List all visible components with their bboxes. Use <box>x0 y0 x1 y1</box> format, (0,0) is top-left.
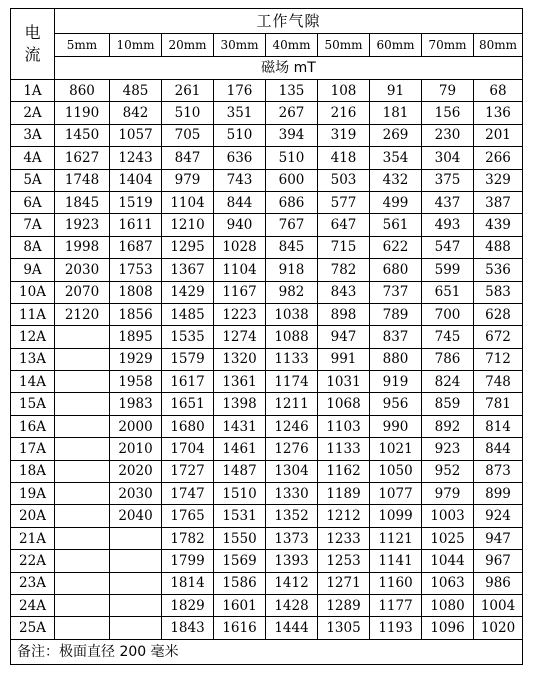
field-value-cell: 991 <box>318 348 370 370</box>
field-value-cell: 1189 <box>318 483 370 505</box>
field-value-cell: 1103 <box>318 415 370 437</box>
field-value-cell <box>55 393 110 415</box>
field-value-cell: 844 <box>214 191 266 213</box>
field-value-cell: 705 <box>162 124 214 146</box>
field-value-cell: 745 <box>422 326 474 348</box>
field-value-cell <box>55 617 110 639</box>
field-value-cell: 1704 <box>162 438 214 460</box>
field-value-cell: 2070 <box>55 281 110 303</box>
field-value-cell: 1895 <box>110 326 162 348</box>
field-value-cell <box>55 572 110 594</box>
table-row <box>11 102 523 124</box>
field-value-cell: 181 <box>370 102 422 124</box>
field-value-cell: 1782 <box>162 527 214 549</box>
table-row <box>11 527 523 549</box>
field-value-cell: 767 <box>266 214 318 236</box>
field-value-cell: 230 <box>422 124 474 146</box>
field-value-cell: 261 <box>162 80 214 102</box>
field-value-cell: 1450 <box>55 124 110 146</box>
field-value-cell: 1829 <box>162 594 214 616</box>
field-value-cell: 952 <box>422 460 474 482</box>
field-value-cell: 789 <box>370 303 422 325</box>
field-value-cell: 1177 <box>370 594 422 616</box>
field-value-cell: 2030 <box>110 483 162 505</box>
table-row <box>11 124 523 146</box>
current-cell: 1A <box>11 80 55 102</box>
field-value-cell: 1485 <box>162 303 214 325</box>
current-cell: 21A <box>11 527 55 549</box>
field-value-cell: 437 <box>422 191 474 213</box>
field-value-cell: 2010 <box>110 438 162 460</box>
field-value-cell: 1404 <box>110 169 162 191</box>
field-value-cell: 748 <box>474 371 523 393</box>
field-value-cell: 536 <box>474 259 523 281</box>
field-value-cell: 1680 <box>162 415 214 437</box>
field-value-cell: 91 <box>370 80 422 102</box>
field-value-cell: 924 <box>474 505 523 527</box>
working-gap-header: 工作气隙 <box>55 9 523 34</box>
field-value-cell <box>110 617 162 639</box>
field-value-cell: 1133 <box>318 438 370 460</box>
field-value-cell: 1601 <box>214 594 266 616</box>
table-row <box>11 505 523 527</box>
field-value-cell: 135 <box>266 80 318 102</box>
field-value-cell: 1843 <box>162 617 214 639</box>
field-value-cell: 844 <box>474 438 523 460</box>
field-value-cell: 1243 <box>110 147 162 169</box>
field-value-cell: 1212 <box>318 505 370 527</box>
table-row <box>11 169 523 191</box>
field-value-cell: 940 <box>214 214 266 236</box>
field-value-cell: 583 <box>474 281 523 303</box>
field-value-cell: 814 <box>474 415 523 437</box>
current-cell: 11A <box>11 303 55 325</box>
field-value-cell: 947 <box>318 326 370 348</box>
field-value-cell: 982 <box>266 281 318 303</box>
field-value-cell: 499 <box>370 191 422 213</box>
field-value-cell: 319 <box>318 124 370 146</box>
field-value-cell <box>110 550 162 572</box>
field-value-cell: 1929 <box>110 348 162 370</box>
table-row <box>11 147 523 169</box>
field-value-cell <box>55 505 110 527</box>
field-value-cell: 880 <box>370 348 422 370</box>
table-row <box>11 348 523 370</box>
current-cell: 5A <box>11 169 55 191</box>
field-value-cell: 1253 <box>318 550 370 572</box>
gap-header-cell: 20mm <box>162 34 214 57</box>
field-value-cell: 510 <box>266 147 318 169</box>
field-value-cell: 600 <box>266 169 318 191</box>
field-value-cell: 1104 <box>214 259 266 281</box>
field-value-cell: 351 <box>214 102 266 124</box>
current-header-bottom: 流 <box>24 45 41 64</box>
field-value-cell: 1044 <box>422 550 474 572</box>
field-value-cell: 1068 <box>318 393 370 415</box>
gap-header-cell: 30mm <box>214 34 266 57</box>
field-value-cell: 1038 <box>266 303 318 325</box>
field-value-cell: 201 <box>474 124 523 146</box>
field-value-cell: 651 <box>422 281 474 303</box>
field-value-cell: 1088 <box>266 326 318 348</box>
header-row-gap-title <box>11 9 523 34</box>
current-cell: 17A <box>11 438 55 460</box>
current-cell: 14A <box>11 371 55 393</box>
field-value-cell: 1958 <box>110 371 162 393</box>
field-value-cell: 824 <box>422 371 474 393</box>
field-value-cell: 918 <box>266 259 318 281</box>
field-value-cell: 919 <box>370 371 422 393</box>
field-value-cell: 510 <box>214 124 266 146</box>
current-cell: 3A <box>11 124 55 146</box>
field-value-cell: 628 <box>474 303 523 325</box>
current-cell: 10A <box>11 281 55 303</box>
field-value-cell: 488 <box>474 236 523 258</box>
field-value-cell: 700 <box>422 303 474 325</box>
field-value-cell: 547 <box>422 236 474 258</box>
field-value-cell: 1519 <box>110 191 162 213</box>
field-value-cell: 1096 <box>422 617 474 639</box>
field-value-cell: 1210 <box>162 214 214 236</box>
table-row <box>11 259 523 281</box>
field-value-cell: 1021 <box>370 438 422 460</box>
field-value-cell <box>55 550 110 572</box>
field-value-cell: 1651 <box>162 393 214 415</box>
table-row <box>11 303 523 325</box>
table-row <box>11 236 523 258</box>
table-row <box>11 281 523 303</box>
field-value-cell: 1289 <box>318 594 370 616</box>
field-value-cell <box>55 415 110 437</box>
field-value-cell: 108 <box>318 80 370 102</box>
field-value-cell: 418 <box>318 147 370 169</box>
field-value-cell: 1428 <box>266 594 318 616</box>
current-cell: 4A <box>11 147 55 169</box>
field-value-cell: 1367 <box>162 259 214 281</box>
field-value-cell <box>55 594 110 616</box>
field-value-cell: 892 <box>422 415 474 437</box>
field-value-cell: 1923 <box>55 214 110 236</box>
field-value-cell: 990 <box>370 415 422 437</box>
field-value-cell: 636 <box>214 147 266 169</box>
field-value-cell: 1627 <box>55 147 110 169</box>
field-value-cell: 216 <box>318 102 370 124</box>
field-value-cell: 1748 <box>55 169 110 191</box>
field-value-cell: 1983 <box>110 393 162 415</box>
current-cell: 13A <box>11 348 55 370</box>
field-value-cell: 715 <box>318 236 370 258</box>
field-value-cell: 493 <box>422 214 474 236</box>
field-value-cell: 842 <box>110 102 162 124</box>
field-value-cell: 1808 <box>110 281 162 303</box>
field-value-cell: 1998 <box>55 236 110 258</box>
table-row <box>11 617 523 639</box>
current-cell: 25A <box>11 617 55 639</box>
current-cell: 9A <box>11 259 55 281</box>
field-value-cell: 503 <box>318 169 370 191</box>
table-row <box>11 191 523 213</box>
field-value-cell: 1271 <box>318 572 370 594</box>
field-value-cell: 873 <box>474 460 523 482</box>
field-value-cell <box>110 594 162 616</box>
table-row <box>11 371 523 393</box>
field-value-cell: 1487 <box>214 460 266 482</box>
field-value-cell: 375 <box>422 169 474 191</box>
field-value-cell: 1193 <box>370 617 422 639</box>
field-value-cell: 1162 <box>318 460 370 482</box>
field-value-cell: 561 <box>370 214 422 236</box>
note-row <box>11 639 523 664</box>
field-value-cell: 1141 <box>370 550 422 572</box>
field-value-cell: 1246 <box>266 415 318 437</box>
field-value-cell: 387 <box>474 191 523 213</box>
gap-header-cell: 40mm <box>266 34 318 57</box>
field-value-cell <box>55 460 110 482</box>
field-value-cell: 843 <box>318 281 370 303</box>
field-value-cell: 156 <box>422 102 474 124</box>
field-value-cell: 1330 <box>266 483 318 505</box>
field-value-cell: 1799 <box>162 550 214 572</box>
field-value-cell <box>110 527 162 549</box>
field-value-cell: 79 <box>422 80 474 102</box>
field-value-cell: 1845 <box>55 191 110 213</box>
field-value-cell: 354 <box>370 147 422 169</box>
document-page <box>10 8 523 665</box>
field-value-cell: 986 <box>474 572 523 594</box>
gap-header-cell: 80mm <box>474 34 523 57</box>
note-text: 备注：极面直径 200 毫米 <box>11 639 523 664</box>
field-value-cell: 1190 <box>55 102 110 124</box>
field-value-cell: 1352 <box>266 505 318 527</box>
field-value-cell: 1373 <box>266 527 318 549</box>
current-cell: 15A <box>11 393 55 415</box>
field-value-cell: 1586 <box>214 572 266 594</box>
field-value-cell: 599 <box>422 259 474 281</box>
field-value-cell: 1320 <box>214 348 266 370</box>
table-row <box>11 415 523 437</box>
field-value-cell: 1393 <box>266 550 318 572</box>
field-value-cell: 680 <box>370 259 422 281</box>
field-value-cell: 1077 <box>370 483 422 505</box>
field-value-cell: 485 <box>110 80 162 102</box>
table-row <box>11 80 523 102</box>
current-cell: 20A <box>11 505 55 527</box>
field-value-cell: 1028 <box>214 236 266 258</box>
gap-header-cell: 60mm <box>370 34 422 57</box>
table-row <box>11 438 523 460</box>
field-value-cell: 266 <box>474 147 523 169</box>
field-value-cell: 743 <box>214 169 266 191</box>
field-value-cell: 2120 <box>55 303 110 325</box>
field-value-cell <box>55 348 110 370</box>
header-row-gaps <box>11 34 523 57</box>
field-value-cell: 1223 <box>214 303 266 325</box>
magnetic-field-table <box>10 8 523 665</box>
field-value-cell: 1031 <box>318 371 370 393</box>
table-row <box>11 393 523 415</box>
field-value-cell: 1276 <box>266 438 318 460</box>
field-value-cell: 432 <box>370 169 422 191</box>
field-value-cell: 1080 <box>422 594 474 616</box>
field-value-cell: 1814 <box>162 572 214 594</box>
field-value-cell: 967 <box>474 550 523 572</box>
field-value-cell: 1099 <box>370 505 422 527</box>
current-cell: 23A <box>11 572 55 594</box>
current-cell: 7A <box>11 214 55 236</box>
field-value-cell: 847 <box>162 147 214 169</box>
field-value-cell: 1361 <box>214 371 266 393</box>
field-value-cell: 1211 <box>266 393 318 415</box>
field-value-cell: 1616 <box>214 617 266 639</box>
current-cell: 8A <box>11 236 55 258</box>
field-value-cell: 979 <box>422 483 474 505</box>
field-value-cell: 1167 <box>214 281 266 303</box>
field-value-cell: 647 <box>318 214 370 236</box>
field-value-cell: 439 <box>474 214 523 236</box>
field-value-cell: 68 <box>474 80 523 102</box>
current-cell: 19A <box>11 483 55 505</box>
field-value-cell: 1121 <box>370 527 422 549</box>
field-value-cell: 622 <box>370 236 422 258</box>
field-value-cell: 1057 <box>110 124 162 146</box>
field-value-cell: 712 <box>474 348 523 370</box>
table-row <box>11 550 523 572</box>
field-value-cell: 956 <box>370 393 422 415</box>
field-value-cell: 2020 <box>110 460 162 482</box>
current-cell: 6A <box>11 191 55 213</box>
field-value-cell: 1305 <box>318 617 370 639</box>
field-value-cell: 1398 <box>214 393 266 415</box>
field-value-cell: 737 <box>370 281 422 303</box>
field-value-cell: 1004 <box>474 594 523 616</box>
field-value-cell: 510 <box>162 102 214 124</box>
field-value-cell <box>55 483 110 505</box>
field-value-cell <box>55 438 110 460</box>
field-value-cell: 394 <box>266 124 318 146</box>
field-value-cell: 1003 <box>422 505 474 527</box>
current-cell: 12A <box>11 326 55 348</box>
field-value-cell: 577 <box>318 191 370 213</box>
field-value-cell: 176 <box>214 80 266 102</box>
current-column-header <box>11 9 55 80</box>
field-value-cell: 1687 <box>110 236 162 258</box>
field-value-cell: 1753 <box>110 259 162 281</box>
field-value-cell: 1295 <box>162 236 214 258</box>
field-unit-header: 磁场 mT <box>55 57 523 80</box>
field-value-cell: 1579 <box>162 348 214 370</box>
field-value-cell <box>110 572 162 594</box>
field-value-cell: 845 <box>266 236 318 258</box>
field-value-cell: 1133 <box>266 348 318 370</box>
field-value-cell: 1856 <box>110 303 162 325</box>
field-value-cell: 686 <box>266 191 318 213</box>
field-value-cell: 1569 <box>214 550 266 572</box>
field-value-cell: 1510 <box>214 483 266 505</box>
field-value-cell: 1535 <box>162 326 214 348</box>
field-value-cell: 837 <box>370 326 422 348</box>
field-value-cell: 1412 <box>266 572 318 594</box>
header-row-field-title <box>11 57 523 80</box>
field-value-cell: 979 <box>162 169 214 191</box>
gap-header-cell: 50mm <box>318 34 370 57</box>
field-value-cell: 859 <box>422 393 474 415</box>
gap-header-cell: 70mm <box>422 34 474 57</box>
field-value-cell: 1050 <box>370 460 422 482</box>
field-value-cell: 1104 <box>162 191 214 213</box>
field-value-cell: 672 <box>474 326 523 348</box>
table-row <box>11 326 523 348</box>
field-value-cell: 329 <box>474 169 523 191</box>
field-value-cell: 269 <box>370 124 422 146</box>
table-row <box>11 594 523 616</box>
gap-header-cell: 10mm <box>110 34 162 57</box>
field-value-cell: 1429 <box>162 281 214 303</box>
field-value-cell: 267 <box>266 102 318 124</box>
field-value-cell: 1611 <box>110 214 162 236</box>
field-value-cell: 1304 <box>266 460 318 482</box>
field-value-cell: 1765 <box>162 505 214 527</box>
field-value-cell: 2030 <box>55 259 110 281</box>
field-value-cell: 860 <box>55 80 110 102</box>
field-value-cell: 304 <box>422 147 474 169</box>
field-value-cell: 1461 <box>214 438 266 460</box>
field-value-cell: 786 <box>422 348 474 370</box>
current-cell: 2A <box>11 102 55 124</box>
field-value-cell: 1747 <box>162 483 214 505</box>
field-value-cell: 1431 <box>214 415 266 437</box>
field-value-cell: 1531 <box>214 505 266 527</box>
field-value-cell: 2000 <box>110 415 162 437</box>
current-header-top: 电 <box>24 23 41 42</box>
table-row <box>11 483 523 505</box>
table-row <box>11 460 523 482</box>
field-value-cell: 1233 <box>318 527 370 549</box>
field-value-cell <box>55 527 110 549</box>
field-value-cell: 1550 <box>214 527 266 549</box>
field-value-cell: 136 <box>474 102 523 124</box>
field-value-cell: 947 <box>474 527 523 549</box>
field-value-cell: 1274 <box>214 326 266 348</box>
field-value-cell: 1020 <box>474 617 523 639</box>
field-value-cell: 1063 <box>422 572 474 594</box>
field-value-cell: 1727 <box>162 460 214 482</box>
field-value-cell: 2040 <box>110 505 162 527</box>
current-cell: 16A <box>11 415 55 437</box>
current-cell: 24A <box>11 594 55 616</box>
field-value-cell: 781 <box>474 393 523 415</box>
field-value-cell: 923 <box>422 438 474 460</box>
field-value-cell: 782 <box>318 259 370 281</box>
current-cell: 18A <box>11 460 55 482</box>
gap-header-cell: 5mm <box>55 34 110 57</box>
table-row <box>11 214 523 236</box>
field-value-cell <box>55 326 110 348</box>
field-value-cell: 898 <box>318 303 370 325</box>
field-value-cell: 899 <box>474 483 523 505</box>
table-row <box>11 572 523 594</box>
field-value-cell: 1025 <box>422 527 474 549</box>
field-value-cell: 1174 <box>266 371 318 393</box>
field-value-cell: 1444 <box>266 617 318 639</box>
field-value-cell <box>55 371 110 393</box>
current-cell: 22A <box>11 550 55 572</box>
field-value-cell: 1617 <box>162 371 214 393</box>
field-value-cell: 1160 <box>370 572 422 594</box>
